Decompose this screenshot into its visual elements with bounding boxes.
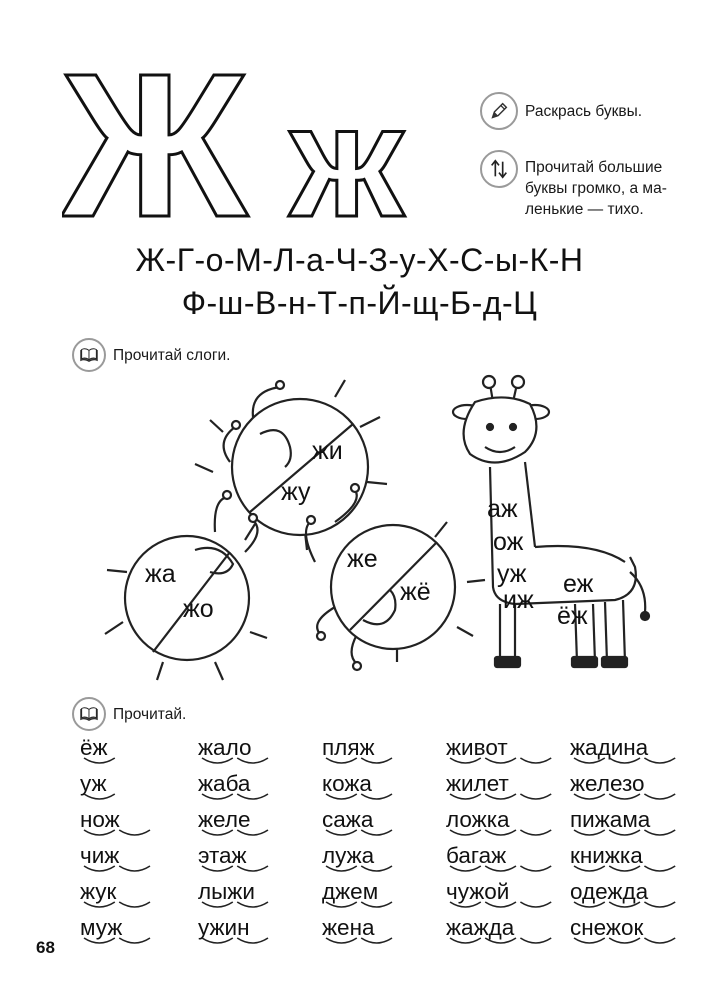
syllable-marks	[446, 863, 556, 877]
syllable-arc	[84, 758, 115, 763]
syllable-arc	[574, 902, 605, 907]
syllable-arc	[520, 902, 551, 907]
word-item	[570, 843, 690, 879]
syllable-marks	[570, 899, 680, 913]
word-item	[80, 915, 198, 951]
bug-3-bottom-syllable: жё	[400, 578, 431, 606]
instruction-read-words	[72, 697, 186, 731]
syllable-arc	[119, 866, 150, 871]
syllable-arc	[485, 938, 516, 943]
book-icon	[72, 697, 106, 731]
giraffe-syllable-5: еж	[563, 570, 594, 598]
word-item	[570, 879, 690, 915]
word-text: кожа	[322, 771, 372, 796]
syllable-arc	[520, 794, 551, 799]
word-item	[80, 771, 198, 807]
word-text: снежок	[570, 915, 644, 940]
syllable-arc	[520, 830, 551, 835]
big-upper-letter: Ж	[62, 38, 248, 228]
syllable-arc	[485, 794, 516, 799]
word-text: жилет	[446, 771, 509, 796]
syllable-arc	[574, 866, 605, 871]
word-text: ёж	[80, 735, 108, 760]
word-text: одежда	[570, 879, 649, 904]
syllable-marks	[322, 755, 432, 769]
word-item	[446, 807, 570, 843]
word-item	[198, 807, 322, 843]
syllable-arc	[202, 758, 233, 763]
syllable-arc	[119, 830, 150, 835]
syllable-marks	[322, 791, 432, 805]
word-item	[322, 843, 446, 879]
word-text: пляж	[322, 735, 375, 760]
syllable-arc	[644, 758, 675, 763]
bug-1-bottom-syllable: жу	[281, 478, 311, 506]
word-text: пижама	[570, 807, 651, 832]
syllable-arc	[644, 830, 675, 835]
word-text: муж	[80, 915, 123, 940]
word-item	[322, 807, 446, 843]
instruction-read-loud-line3: ленькие — тихо.	[525, 201, 644, 218]
word-text: джем	[322, 879, 379, 904]
instruction-read-loud-line2: буквы громко, а ма-	[525, 180, 667, 197]
word-text: сажа	[322, 807, 374, 832]
big-lower-letter: ж	[290, 71, 404, 228]
word-text: ужин	[198, 915, 250, 940]
word-text: нож	[80, 807, 120, 832]
syllable-arc	[520, 758, 551, 763]
syllable-arc	[450, 794, 481, 799]
word-text: желе	[198, 807, 251, 832]
word-text: лужа	[322, 843, 375, 868]
word-text: чиж	[80, 843, 120, 868]
word-item	[80, 879, 198, 915]
syllable-arc	[574, 938, 605, 943]
syllable-arc	[326, 902, 357, 907]
syllable-arc	[644, 866, 675, 871]
giraffe-syllable-2: ож	[493, 528, 524, 556]
word-text: жажда	[446, 915, 515, 940]
syllable-arc	[609, 866, 640, 871]
syllable-marks	[570, 827, 680, 841]
bug-3-top-syllable: же	[347, 545, 378, 573]
bug-2-top-syllable: жа	[145, 560, 176, 588]
word-item	[570, 771, 690, 807]
syllable-arc	[84, 938, 115, 943]
word-item	[322, 915, 446, 951]
word-text: книжка	[570, 843, 643, 868]
syllable-marks	[198, 827, 308, 841]
big-letters-outline	[62, 38, 462, 228]
syllable-arc	[644, 938, 675, 943]
instruction-read-syllables	[72, 338, 231, 372]
letter-row-2: Ф-ш-В-н-Т-п-Й-щ-Б-д-Ц	[181, 285, 538, 321]
syllable-arc	[485, 758, 516, 763]
syllable-arc	[361, 830, 392, 835]
book-icon	[72, 338, 106, 372]
word-item	[446, 915, 570, 951]
syllable-arc	[485, 902, 516, 907]
syllable-marks	[446, 935, 556, 949]
syllable-arc	[574, 758, 605, 763]
syllable-arc	[84, 794, 115, 799]
word-text: жук	[80, 879, 117, 904]
syllable-arc	[450, 902, 481, 907]
word-item	[198, 915, 322, 951]
up-down-arrows-icon	[480, 150, 518, 188]
syllable-arc	[84, 866, 115, 871]
syllable-arc	[361, 758, 392, 763]
word-text: уж	[80, 771, 107, 796]
syllable-arc	[450, 830, 481, 835]
word-text: багаж	[446, 843, 507, 868]
word-text: лыжи	[198, 879, 255, 904]
word-item	[446, 879, 570, 915]
giraffe-syllable-4: иж	[503, 586, 534, 614]
giraffe-syllable-3: уж	[497, 560, 527, 588]
syllable-arc	[237, 866, 268, 871]
word-text: этаж	[198, 843, 247, 868]
bug-2-bottom-syllable: жо	[183, 595, 214, 623]
word-text: ложка	[446, 807, 510, 832]
syllable-marks	[446, 827, 556, 841]
syllable-marks	[570, 791, 680, 805]
syllable-arc	[609, 794, 640, 799]
word-text: железо	[570, 771, 645, 796]
instruction-read-words-text: Прочитай.	[113, 706, 187, 723]
word-text: жаба	[198, 771, 251, 796]
syllable-arc	[84, 902, 115, 907]
word-text: жадина	[570, 735, 649, 760]
syllable-arc	[202, 938, 233, 943]
word-item	[446, 843, 570, 879]
bug-1	[195, 380, 387, 550]
word-item	[570, 807, 690, 843]
page-number: 68	[36, 938, 55, 957]
word-item	[570, 735, 690, 771]
syllable-arc	[361, 902, 392, 907]
letter-row-1: Ж-Г-о-М-Л-а-Ч-З-у-Х-С-ы-К-Н	[135, 242, 584, 278]
syllable-arc	[644, 902, 675, 907]
syllable-arc	[326, 758, 357, 763]
syllable-marks	[198, 935, 308, 949]
syllable-arc	[520, 866, 551, 871]
syllable-marks	[80, 791, 190, 805]
word-item	[322, 879, 446, 915]
syllable-marks	[322, 935, 432, 949]
syllable-marks	[570, 935, 680, 949]
syllable-arc	[326, 866, 357, 871]
word-item	[446, 735, 570, 771]
syllable-marks	[80, 755, 190, 769]
syllable-arc	[237, 794, 268, 799]
word-item	[80, 807, 198, 843]
word-text: живот	[446, 735, 508, 760]
instruction-color	[480, 92, 642, 130]
word-item	[80, 735, 198, 771]
giraffe-syllable-6: ёж	[557, 602, 588, 630]
word-grid	[80, 735, 680, 951]
syllable-arc	[450, 758, 481, 763]
syllable-arc	[361, 938, 392, 943]
word-item	[198, 735, 322, 771]
syllables-scene	[95, 372, 675, 692]
syllable-marks	[80, 935, 190, 949]
syllable-arc	[119, 938, 150, 943]
word-item	[198, 771, 322, 807]
word-text: чужой	[446, 879, 510, 904]
giraffe-syllable-1: аж	[487, 495, 518, 523]
syllable-arc	[237, 758, 268, 763]
word-item	[80, 843, 198, 879]
syllable-marks	[198, 899, 308, 913]
syllable-arc	[202, 902, 233, 907]
syllable-marks	[570, 863, 680, 877]
bug-1-top-syllable: жи	[312, 437, 343, 465]
syllable-marks	[322, 863, 432, 877]
syllable-marks	[198, 791, 308, 805]
syllable-arc	[520, 938, 551, 943]
syllable-arc	[202, 794, 233, 799]
syllable-marks	[446, 899, 556, 913]
syllable-arc	[574, 794, 605, 799]
syllable-arc	[574, 830, 605, 835]
pencil-icon	[480, 92, 518, 130]
word-item	[322, 735, 446, 771]
syllable-marks	[198, 755, 308, 769]
syllable-arc	[609, 758, 640, 763]
instruction-read-loud-text	[525, 157, 685, 220]
word-item	[322, 771, 446, 807]
syllable-arc	[237, 938, 268, 943]
syllable-marks	[322, 899, 432, 913]
word-item	[570, 915, 690, 951]
word-item	[198, 843, 322, 879]
word-text: жало	[198, 735, 252, 760]
syllable-marks	[446, 755, 556, 769]
syllable-marks	[446, 791, 556, 805]
syllable-arc	[84, 830, 115, 835]
syllable-arc	[609, 830, 640, 835]
syllable-arc	[644, 794, 675, 799]
syllable-arc	[450, 938, 481, 943]
syllable-arc	[326, 830, 357, 835]
syllable-marks	[198, 863, 308, 877]
instruction-read-loud	[480, 150, 685, 220]
giraffe	[453, 376, 649, 667]
syllable-arc	[609, 938, 640, 943]
syllable-arc	[326, 938, 357, 943]
bug-2	[105, 491, 267, 680]
syllable-arc	[361, 866, 392, 871]
syllable-arc	[202, 866, 233, 871]
syllable-arc	[237, 902, 268, 907]
syllable-marks	[80, 899, 190, 913]
syllable-arc	[361, 794, 392, 799]
syllable-arc	[237, 830, 268, 835]
syllable-arc	[609, 902, 640, 907]
syllable-arc	[326, 794, 357, 799]
instruction-read-syllables-text: Прочитай слоги.	[113, 347, 231, 364]
word-item	[198, 879, 322, 915]
syllable-marks	[80, 827, 190, 841]
syllable-arc	[119, 902, 150, 907]
syllable-arc	[485, 830, 516, 835]
syllable-arc	[202, 830, 233, 835]
syllable-marks	[322, 827, 432, 841]
instruction-color-text: Раскрась буквы.	[525, 103, 643, 120]
word-text: жена	[322, 915, 375, 940]
syllable-arc	[450, 866, 481, 871]
instruction-read-loud-line1: Прочитай большие	[525, 159, 663, 176]
syllable-marks	[570, 755, 680, 769]
word-item	[446, 771, 570, 807]
syllable-arc	[485, 866, 516, 871]
syllable-marks	[80, 863, 190, 877]
